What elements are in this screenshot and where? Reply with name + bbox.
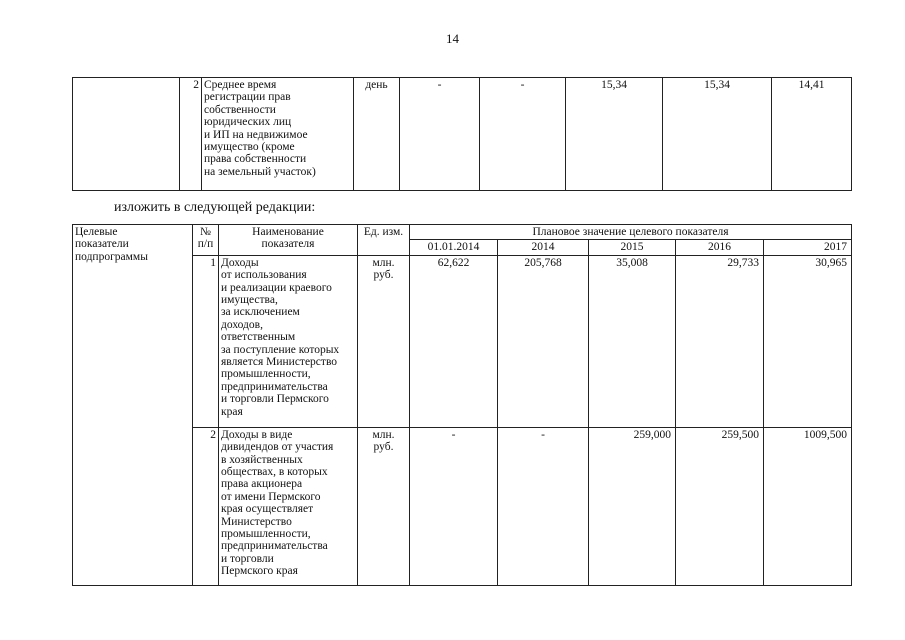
year-header: 2015 <box>589 240 676 255</box>
value-cell: 30,965 <box>764 255 852 427</box>
name-header: Наименование показателя <box>219 225 358 256</box>
instruction-text: изложить в следующей редакции: <box>114 200 316 215</box>
value-cell: 35,008 <box>589 255 676 427</box>
targets-header: Целевые показатели подпрограммы <box>73 225 193 586</box>
value-cell: 15,34 <box>566 78 663 191</box>
value-cell: - <box>400 78 480 191</box>
indicator-name: Доходы от использования и реализации краевого имущества, за исключением доходов, ответственным за поступление которых является Министерство промышленности, предпринимательства и торговли Пермского края <box>219 255 358 427</box>
value-cell: 205,768 <box>498 255 589 427</box>
page-number: 14 <box>446 31 459 46</box>
value-cell: 29,733 <box>676 255 764 427</box>
value-cell: 259,000 <box>589 427 676 585</box>
indicators-table <box>72 224 852 586</box>
value-cell: 15,34 <box>663 78 772 191</box>
targets-cell <box>73 78 180 191</box>
value-cell: - <box>480 78 566 191</box>
unit-cell: млн. руб. <box>358 427 410 585</box>
plan-header: Плановое значение целевого показателя <box>410 225 852 240</box>
year-header: 2017 <box>764 240 852 255</box>
unit-header: Ед. изм. <box>358 225 410 256</box>
row-number: 2 <box>193 427 219 585</box>
indicator-name: Среднее время регистрации прав собственности юридических лиц и ИП на недвижимое имущество (кроме права собственности на земельный участок) <box>202 78 354 191</box>
year-header: 2016 <box>676 240 764 255</box>
unit-cell: день <box>354 78 400 191</box>
row-number: 1 <box>193 255 219 427</box>
value-cell: - <box>410 427 498 585</box>
year-header: 01.01.2014 <box>410 240 498 255</box>
previous-table-fragment <box>72 77 852 191</box>
row-number: 2 <box>180 78 202 191</box>
value-cell: - <box>498 427 589 585</box>
header-row <box>73 225 852 240</box>
value-cell: 62,622 <box>410 255 498 427</box>
value-cell: 259,500 <box>676 427 764 585</box>
unit-cell: млн. руб. <box>358 255 410 427</box>
value-cell: 1009,500 <box>764 427 852 585</box>
year-header: 2014 <box>498 240 589 255</box>
num-header: № п/п <box>193 225 219 256</box>
indicator-name: Доходы в виде дивидендов от участия в хозяйственных обществах, в которых права акционера от имени Пермского края осуществляет Министерство промышленности, предпринимательства и торговли Пермского края <box>219 427 358 585</box>
table-row <box>73 78 852 191</box>
value-cell: 14,41 <box>772 78 852 191</box>
